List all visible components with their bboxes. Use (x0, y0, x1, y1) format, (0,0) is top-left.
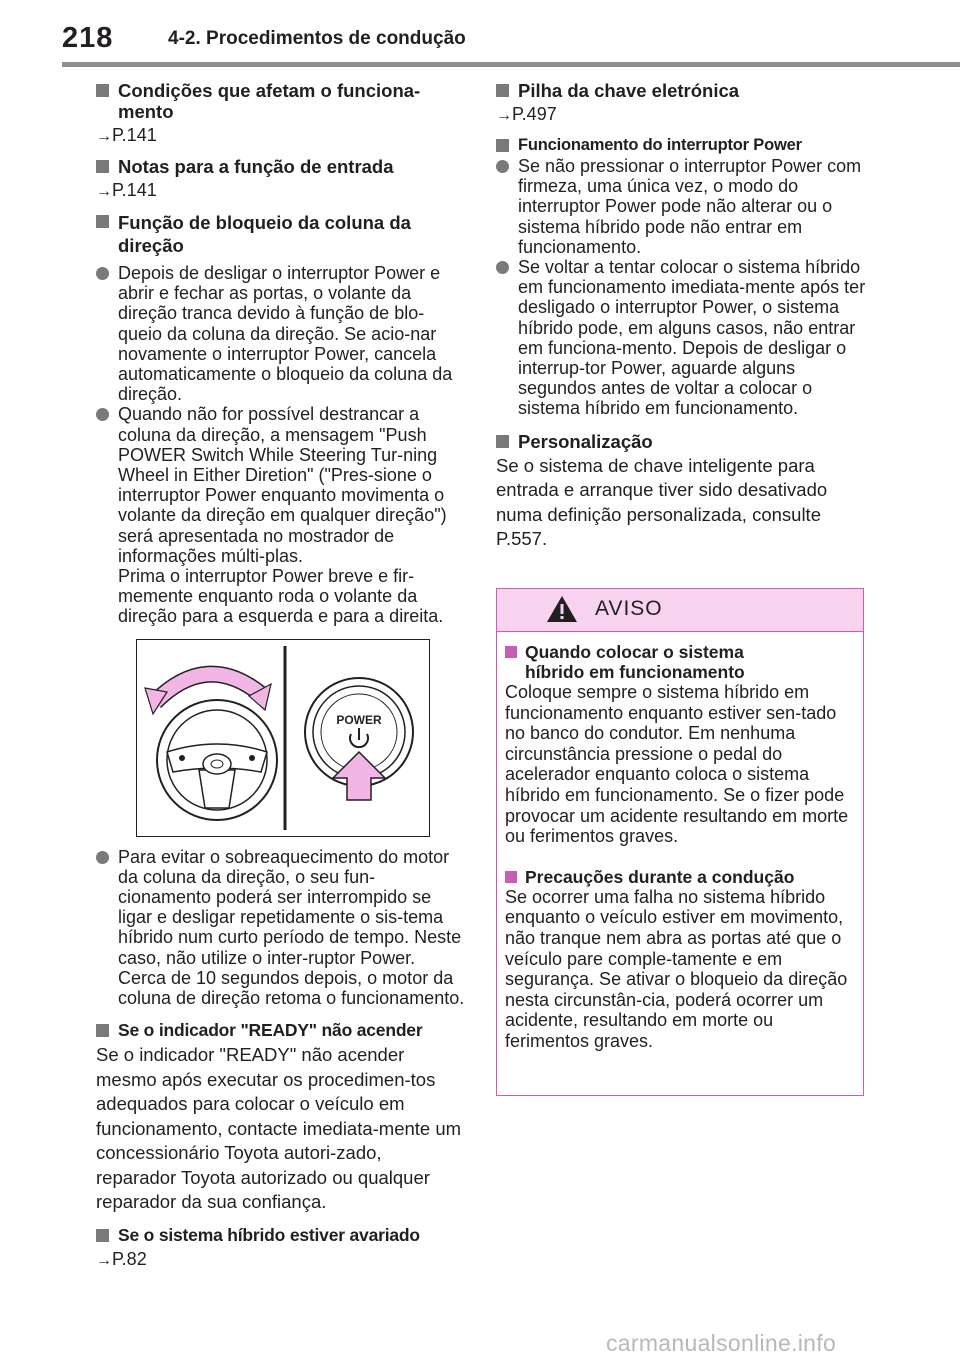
heading-ready-not-lit: Se o indicador "READY" não acender (96, 1020, 466, 1041)
ref-entry-notes[interactable]: →P.141 (96, 180, 157, 200)
bullet-steering-lock-2: Quando não for possível destrancar a coluna da direção, a mensagem "Push POWER Switch While Steering Tur-ning Wheel in Either Diretion" ("Pres-sione o interruptor Power enquanto movimenta o volante da direção em qualquer direção") será apresentada no mostrador de informações múlti-plas. Prima o interruptor Power breve e fir-memente enquanto roda o volante da direção para a esquerda e para a direita. (96, 404, 466, 626)
heading-key-battery: Pilha da chave eletrónica (496, 80, 868, 101)
heading-power-switch-op: Funcionamento do interruptor Power (496, 135, 868, 156)
right-column (496, 80, 868, 552)
warning-title: AVISO (595, 597, 663, 620)
steering-wheel-icon (157, 700, 277, 820)
square-bullet-icon (505, 646, 517, 658)
round-bullet-icon (496, 261, 509, 274)
warning-para-start: Coloque sempre o sistema híbrido em funcionamento enquanto estiver sen-tado no banco do condutor. Em nenhuma circunstância pressione o pedal do acelerador enquanto coloca o sistema híbrido em funcionamento. Se o fizer pode provocar um acidente resultando em morte ou ferimentos graves. (505, 682, 849, 847)
section-title: 4-2. Procedimentos de condução (168, 28, 466, 49)
square-bullet-icon (96, 1024, 109, 1037)
watermark: carmanualsonline.info (606, 1330, 837, 1356)
heading-conditions: Condições que afetam o funciona-mento (96, 80, 466, 122)
warning-triangle-icon (545, 594, 579, 624)
heading-steering-lock: Função de bloqueio da coluna da direção (96, 211, 466, 257)
para-personalization: Se o sistema de chave inteligente para entrada e arranque tiver sido desativado numa definição personalizada, consulte P.557. (496, 454, 828, 550)
heading-personalization: Personalização (496, 431, 868, 452)
warning-heading-start: Quando colocar o sistema híbrido em funcionamento (505, 642, 855, 682)
ref-key-battery[interactable]: →P.497 (496, 104, 557, 124)
heading-hybrid-fault: Se o sistema híbrido estiver avariado (96, 1225, 466, 1246)
ref-hybrid-fault[interactable]: →P.82 (96, 1248, 147, 1269)
bullet-overheat: Para evitar o sobreaquecimento do motor da coluna da direção, o seu fun-cionamento poderá ser interrompido se ligar e desligar repetidamente o sis-tema híbrido num curto período de tempo. Neste caso, não utilize o inter-ruptor Power. Cerca de 10 segundos depois, o motor da coluna de direção retoma o funcionamento. (96, 847, 466, 1009)
bullet-power-switch-1: Se não pressionar o interruptor Power com firmeza, uma única vez, o modo do interruptor Power pode não alterar ou o sistema híbrido pode não entrar em funcionamento. (496, 156, 868, 257)
round-bullet-icon (96, 408, 109, 421)
square-bullet-icon (496, 84, 509, 97)
square-bullet-icon (496, 139, 509, 152)
square-bullet-icon (96, 160, 109, 173)
warning-heading-driving: Precauções durante a condução (505, 867, 855, 887)
steering-power-figure (136, 639, 430, 837)
power-label: POWER (336, 712, 382, 727)
round-bullet-icon (496, 160, 509, 173)
square-bullet-icon (96, 84, 109, 97)
steering-wheel-power-illustration (137, 640, 429, 836)
square-bullet-icon (96, 1229, 109, 1242)
heading-entry-notes: Notas para a função de entrada (96, 156, 466, 177)
page-number: 218 (62, 22, 114, 54)
left-column (96, 80, 466, 1280)
bullet-power-switch-2: Se voltar a tentar colocar o sistema híbrido em funcionamento imediata-mente após ter desligado o interruptor Power, o sistema híbrido pode, em alguns casos, não entrar em funciona-mento. Depois de desligar o interrup-tor Power, aguarde alguns segundos antes de voltar a colocar o sistema híbrido em funcionamento. (496, 257, 868, 419)
warning-body (497, 632, 863, 1052)
square-bullet-icon (496, 435, 509, 448)
round-bullet-icon (96, 267, 109, 280)
square-bullet-icon (96, 215, 109, 228)
round-bullet-icon (96, 851, 109, 864)
page-header (0, 0, 960, 70)
header-rule (62, 62, 960, 67)
para-ready-not-lit: Se o indicador "READY" não acender mesmo após executar os procedimen-tos adequados para colocar o veículo em funcionamento, contacte imediata-mente um concessionário Toyota autori-zado, reparador Toyota autorizado ou qualquer reparador da sua confiança. (96, 1044, 462, 1213)
warning-box (496, 588, 864, 1096)
square-bullet-icon (505, 871, 517, 883)
bullet-steering-lock-1: Depois de desligar o interruptor Power e abrir e fechar as portas, o volante da direção tranca devido à função de blo-queio da coluna da direção. Se acio-nar novamente o interruptor Power, cancela automaticamente o bloqueio da coluna da direção. (96, 263, 466, 404)
ref-conditions[interactable]: →P.141 (96, 125, 157, 145)
warning-header (497, 589, 863, 632)
warning-para-driving: Se ocorrer uma falha no sistema híbrido enquanto o veículo estiver em movimento, não tranque nem abra as portas até que o veículo pare comple-tamente e em segurança. Se ativar o bloqueio da direção nesta circunstân-cia, poderá ocorrer um acidente, resultando em morte ou ferimentos graves. (505, 886, 848, 1051)
